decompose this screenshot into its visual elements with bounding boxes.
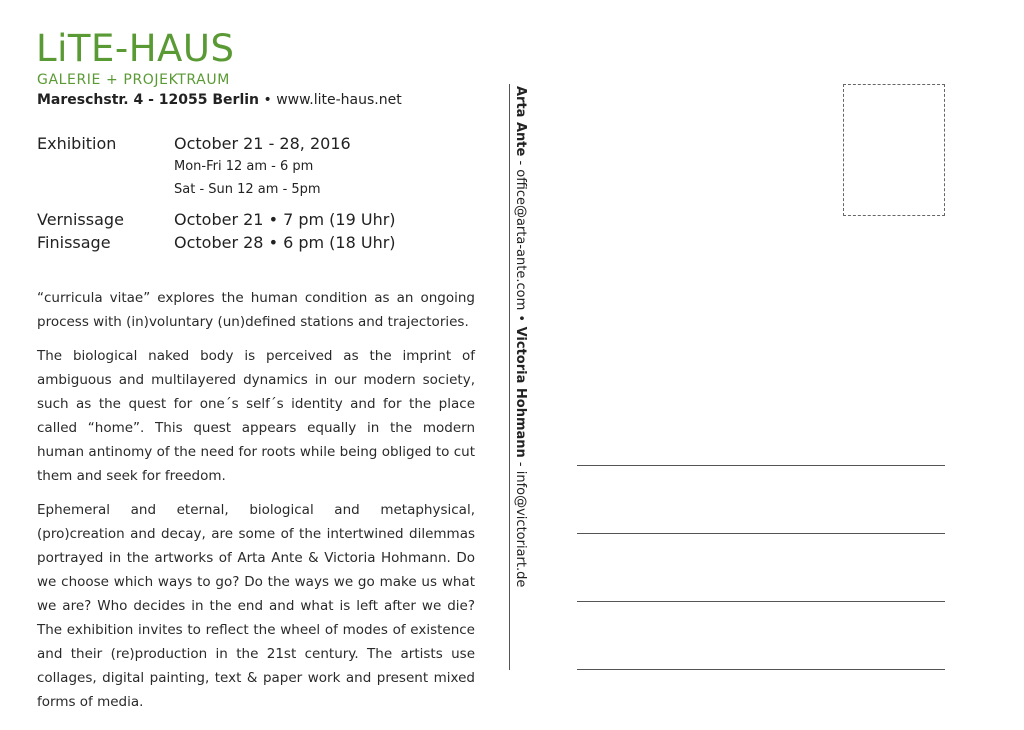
- address-bullet: •: [263, 92, 272, 108]
- contact-separator: •: [513, 314, 528, 323]
- address-line-3: [577, 601, 945, 602]
- stamp-area: [843, 84, 945, 216]
- exhibition-description: [37, 286, 475, 724]
- artist2-email[interactable]: - info@victoriart.de: [513, 457, 528, 588]
- finissage-value: October 28 • 6 pm (18 Uhr): [174, 233, 396, 252]
- weekend-hours: Sat - Sun 12 am - 5pm: [174, 182, 321, 197]
- gallery-website-link[interactable]: www.lite-haus.net: [276, 92, 402, 108]
- artist-contacts: [513, 86, 528, 587]
- artist1-email[interactable]: - office@arta-ante.com: [513, 156, 528, 315]
- description-paragraph-2: The biological naked body is perceived as the imprint of ambiguous and multilayered dynamics in our modern society, such as the quest for one´s self´s identity and for the place called “home”. This quest appears equally in the modern human antinomy of the need for roots while being obliged to cut them and seek for freedom.: [37, 348, 475, 484]
- artist2-name: Victoria Hohmann: [513, 322, 528, 458]
- description-paragraph-1: “curricula vitae” explores the human condition as an ongoing process with (in)voluntary (un)defined stations and trajectories.: [37, 290, 475, 330]
- address-line-2: [577, 533, 945, 534]
- finissage-label: Finissage: [37, 233, 111, 252]
- address-line-4: [577, 669, 945, 670]
- address-line-1: [577, 465, 945, 466]
- weekday-hours: Mon-Fri 12 am - 6 pm: [174, 159, 314, 174]
- vernissage-label: Vernissage: [37, 210, 124, 229]
- description-paragraph-3: Ephemeral and eternal, biological and metaphysical, (pro)creation and decay, are some of the intertwined dilemmas portrayed in the artworks of Arta Ante & Victoria Hohmann. Do we choose which ways to go? Do the ways we go make us what we are? Who decides in the end and what is left after we die? The exhibition invites to reflect the wheel of modes of existence and their (re)production in the 21st century. The artists use collages, digital painting, text & paper work and present mixed forms of media.: [37, 502, 475, 710]
- gallery-address: Mareschstr. 4 - 12055 Berlin: [37, 92, 260, 108]
- gallery-address-line: [37, 92, 402, 108]
- artist1-name: Arta Ante: [513, 86, 528, 157]
- gallery-subtitle: GALERIE + PROJEKTRAUM: [37, 72, 230, 88]
- exhibition-dates: October 21 - 28, 2016: [174, 134, 351, 153]
- postcard-divider: [509, 84, 510, 670]
- exhibition-label: Exhibition: [37, 134, 117, 153]
- gallery-logo-title: LiTE-HAUS: [36, 27, 235, 70]
- vernissage-value: October 21 • 7 pm (19 Uhr): [174, 210, 396, 229]
